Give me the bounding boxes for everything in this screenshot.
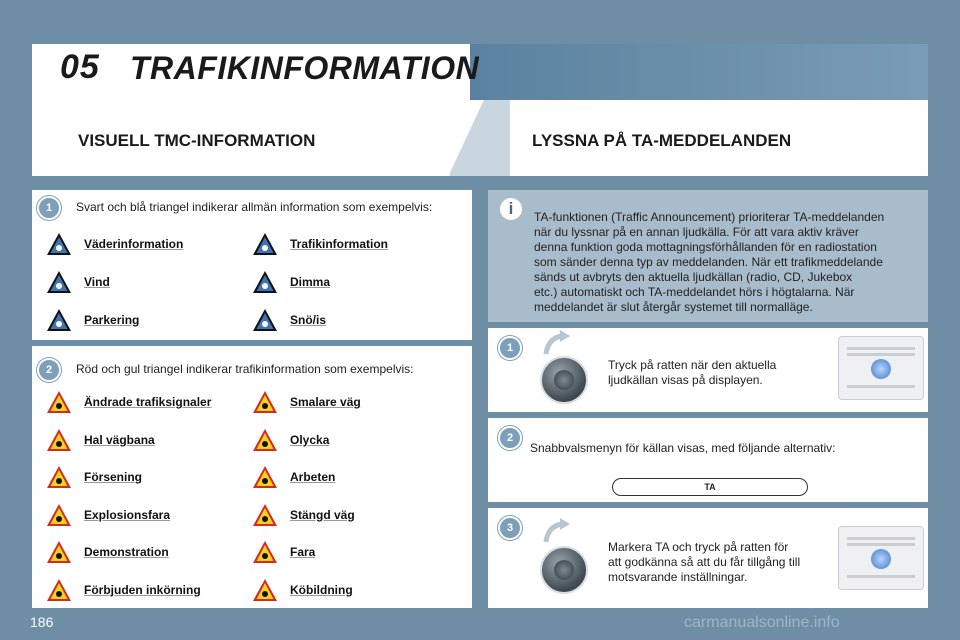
dial-knob-icon <box>540 356 588 404</box>
list-item-label: Väderinformation <box>84 237 184 251</box>
list-item-label: Dimma <box>290 275 331 289</box>
step-badge-3: 3 <box>498 516 522 540</box>
list-item <box>46 578 201 602</box>
watermark: carmanualsonline.info <box>684 614 840 631</box>
list-item <box>252 465 335 489</box>
closed-road-icon <box>252 503 278 527</box>
traffic-info-icon <box>252 232 278 256</box>
wind-icon <box>46 270 72 294</box>
list-item <box>252 308 326 332</box>
list-item-label: Fara <box>290 545 316 560</box>
list-item-label: Stängd väg <box>290 507 355 522</box>
rotate-arrow-icon <box>542 328 572 358</box>
ta-info-line: sänds ut avbryts den aktuella ljudkällan (radio, CD, Jukebox <box>534 270 853 284</box>
ta-info-line: etc.) automatiskt och TA-meddelandet hörs i högtalarna. När <box>534 285 855 299</box>
step-1-text <box>608 358 776 388</box>
ta-info-line: meddelandet är slut återgår systemet till normalläge. <box>534 300 813 314</box>
list-item-label: Snö/is <box>290 313 327 327</box>
step-3-line: att godkänna så att du får tillgång till <box>608 555 801 569</box>
list-item-label: Smalare väg <box>290 395 361 409</box>
section-divider <box>450 100 510 176</box>
dial-knob-icon <box>540 546 588 594</box>
slippery-road-icon <box>46 428 72 452</box>
step-3-text <box>608 540 800 585</box>
list-item <box>252 428 329 452</box>
list-item <box>46 390 211 414</box>
step-2-text: Snabbvalsmenyn för källan visas, med följande alternativ: <box>530 441 836 455</box>
list-item-label: Ändrade trafiksignaler <box>84 395 212 409</box>
rotate-arrow-icon <box>542 516 572 546</box>
step-3-line: Markera TA och tryck på ratten för <box>608 540 789 554</box>
ta-info-text <box>534 210 884 315</box>
parking-icon <box>46 308 72 332</box>
radio-unit-icon <box>838 526 924 590</box>
explosion-icon <box>46 503 72 527</box>
list-item <box>46 428 155 452</box>
step-badge-2: 2 <box>498 426 522 450</box>
traffic-info-intro: Röd och gul triangel indikerar trafikinformation som exempelvis: <box>76 362 414 376</box>
queue-icon <box>252 578 278 602</box>
step-3-line: motsvarande inställningar. <box>608 570 748 584</box>
step-badge-1: 1 <box>498 336 522 360</box>
step-1-line: ljudkällan visas på displayen. <box>608 373 763 387</box>
narrow-road-icon <box>252 390 278 414</box>
accident-icon <box>252 428 278 452</box>
header-decoration <box>470 44 928 100</box>
general-info-intro: Svart och blå triangel indikerar allmän information som exempelvis: <box>76 200 433 214</box>
list-item <box>252 578 353 602</box>
list-item <box>46 232 183 256</box>
list-item-label: Vind <box>84 275 110 289</box>
list-item-label: Parkering <box>84 313 140 327</box>
list-item <box>46 540 169 564</box>
list-item-label: Köbildning <box>290 583 353 597</box>
list-item <box>252 390 361 414</box>
ta-info-line: när du lyssnar på en annan ljudkälla. För att vara aktiv kräver <box>534 225 859 239</box>
radio-unit-icon <box>838 336 924 400</box>
list-item <box>252 540 315 564</box>
step-1-line: Tryck på ratten när den aktuella <box>608 358 777 372</box>
right-section-heading: LYSSNA PÅ TA-MEDDELANDEN <box>532 131 792 150</box>
list-item-label: Trafikinformation <box>290 237 389 251</box>
list-item <box>252 270 330 294</box>
chapter-number: 05 <box>60 48 100 86</box>
list-item-label: Explosionsfara <box>84 507 171 522</box>
ta-option[interactable]: TA <box>612 478 808 496</box>
list-item <box>252 232 388 256</box>
list-item <box>46 503 170 527</box>
list-item <box>46 465 142 489</box>
step-badge-1: 1 <box>37 196 61 220</box>
list-item <box>252 503 355 527</box>
list-item <box>46 308 139 332</box>
fog-icon <box>252 270 278 294</box>
no-entry-icon <box>46 578 72 602</box>
list-item-label: Demonstration <box>84 545 169 560</box>
roadworks-icon <box>252 465 278 489</box>
ta-info-line: TA-funktionen (Traffic Announcement) prioriterar TA-meddelanden <box>534 210 885 224</box>
snow-icon <box>252 308 278 332</box>
weather-icon <box>46 232 72 256</box>
delay-icon <box>46 465 72 489</box>
page-number: 186 <box>30 614 54 630</box>
chapter-title: TRAFIKINFORMATION <box>130 50 480 86</box>
list-item <box>46 270 110 294</box>
list-item-label: Hal vägbana <box>84 432 155 447</box>
danger-icon <box>252 540 278 564</box>
list-item-label: Förbjuden inkörning <box>84 583 201 597</box>
list-item-label: Arbeten <box>290 470 336 485</box>
ta-info-line: denna funktion goda mottagningsförhållanden för en radiostation <box>534 240 877 254</box>
info-icon: i <box>500 198 522 220</box>
step-badge-2: 2 <box>37 358 61 382</box>
list-item-label: Försening <box>84 470 143 485</box>
left-section-heading: VISUELL TMC-INFORMATION <box>78 131 316 150</box>
list-item-label: Olycka <box>290 432 330 447</box>
ta-info-line: som sänder denna typ av meddelanden. När ett trafikmeddelande <box>534 255 883 269</box>
demonstration-icon <box>46 540 72 564</box>
traffic-signals-icon <box>46 390 72 414</box>
